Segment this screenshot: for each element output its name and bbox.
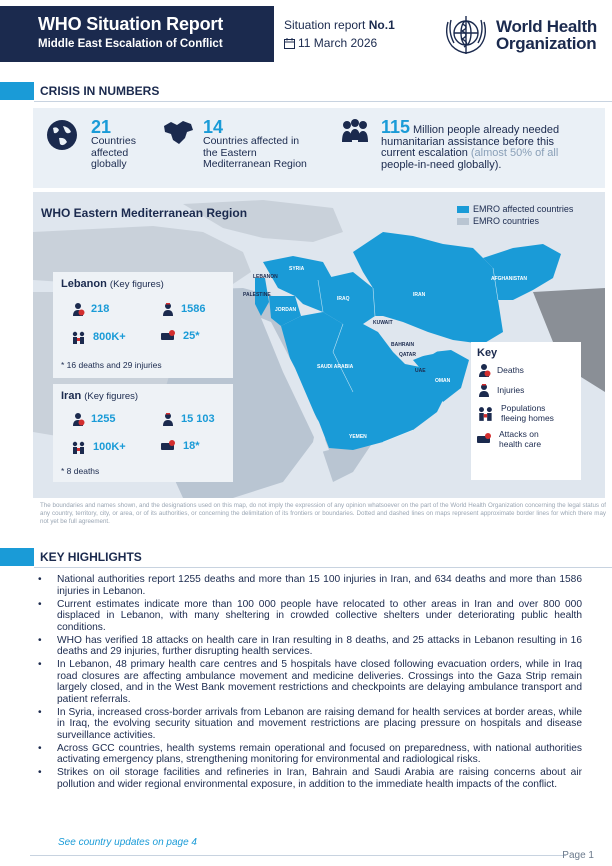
lebanon-note: * 16 deaths and 29 injuries (61, 360, 162, 370)
displaced-icon (71, 440, 87, 454)
highlight-item: • National authorities report 1255 deaths and more than 15 100 injuries in Iran, and 634 deaths and more than 1586 injuries in Lebanon. (38, 574, 582, 597)
key-deaths: Deaths (497, 365, 524, 375)
iran-attacks: 18* (183, 440, 200, 452)
map-label-iraq: IRAQ (337, 296, 350, 302)
card-country: Iran (61, 390, 82, 402)
key-displaced: Populations fleeing homes (501, 403, 554, 423)
key-injuries: Injuries (497, 385, 525, 395)
lebanon-deaths: 218 (91, 303, 110, 315)
report-label: Situation report (284, 18, 366, 32)
map-label-jordan: JORDAN (275, 307, 297, 313)
report-date-text: 11 March 2026 (298, 36, 378, 50)
stat-label-line: globally (91, 158, 127, 170)
map-label-yemen: YEMEN (349, 434, 367, 440)
deaths-icon (477, 363, 491, 377)
legend-swatch-affected (457, 206, 469, 213)
section-marker (0, 548, 34, 566)
map-key (471, 342, 581, 480)
lebanon-attacks: 25* (183, 330, 200, 342)
iran-note: * 8 deaths (61, 466, 100, 476)
map-label-kuwait: KUWAIT (373, 320, 393, 326)
lebanon-displaced: 800K+ (93, 331, 126, 343)
legend-label: EMRO countries (473, 216, 540, 226)
stat-label-line: Mediterranean Region (203, 158, 307, 170)
stat-number: 21 (91, 117, 112, 137)
map-label-syria: SYRIA (289, 266, 305, 272)
injuries-icon (161, 412, 175, 426)
stat-number: 115 (381, 117, 411, 137)
stat-label-line: Countries affected in (203, 135, 300, 147)
calendar-icon (284, 38, 295, 49)
legend-swatch-emro (457, 218, 469, 225)
highlight-item: • WHO has verified 18 attacks on health care in Iran resulting in 8 deaths, and 25 attacks in Lebanon resulting in 16 deaths and 29 injuries, further disrupting health services. (38, 635, 582, 658)
map-label-bahrain: BAHRAIN (391, 342, 415, 348)
country-updates-link[interactable]: See country updates on page 4 (58, 837, 197, 848)
card-sub: (Key figures) (109, 279, 164, 290)
stat-label-line: the Eastern (203, 146, 257, 159)
footer-divider (30, 855, 566, 856)
legend-label: EMRO affected countries (473, 204, 574, 214)
iran-deaths: 1255 (91, 413, 116, 425)
report-title: WHO Situation Report (38, 14, 223, 34)
org-name-line1: World Health (496, 17, 597, 36)
map-label-palestine: PALESTINE (243, 292, 271, 298)
section-divider (34, 101, 612, 102)
map-label-lebanon: LEBANON (253, 274, 278, 280)
highlight-item: • In Syria, increased cross-border arrivals from Lebanon are raising demand for health services at border areas, while in Iraq, the evolving security situation and movement restrictions are placing pressure on hospitals and disease surveillance activities. (38, 707, 582, 742)
attacks-icon (161, 330, 177, 342)
report-date (284, 36, 377, 50)
stat-countries-global (45, 118, 136, 171)
stat-label-line: current escalation (381, 147, 468, 159)
map-label-qatar: QATAR (399, 352, 417, 358)
displaced-icon (71, 330, 87, 344)
displaced-icon (477, 405, 495, 421)
section-divider (34, 567, 612, 568)
stat-label-line: Million people already needed (412, 124, 560, 136)
attacks-icon (477, 433, 493, 445)
highlight-item: • Current estimates indicate more than 100 000 people have relocated to other areas in Iran and over 800 000 displaced in Lebanon, with many sheltering in crowded collective shelters under deteriorating public health conditions. (38, 599, 582, 634)
highlights-heading: KEY HIGHLIGHTS (40, 550, 142, 564)
map-title: WHO Eastern Mediterranean Region (41, 206, 248, 220)
stat-people-in-need (339, 118, 559, 171)
org-name-line2: Organization (496, 34, 597, 53)
map-label-uae: UAE (415, 368, 426, 374)
highlights-list (38, 574, 582, 792)
report-number-value: No.1 (368, 18, 395, 32)
highlight-item: • Across GCC countries, health systems remain operational and focused on preparedness, with national authorities activating emergency plans, strengthening monitoring for environmental and radiological risks. (38, 743, 582, 766)
section-marker (0, 82, 34, 100)
attacks-icon (161, 440, 177, 452)
stat-label-line: Countries (91, 135, 136, 147)
region-map-icon (161, 118, 195, 148)
map-label-iran: IRAN (413, 292, 426, 298)
deaths-icon (71, 412, 85, 426)
map-label-saudi: SAUDI ARABIA (317, 364, 354, 370)
stat-label-highlight: people-in-need globally). (381, 158, 502, 171)
key-title: Key (477, 347, 498, 359)
region-map-panel (33, 192, 605, 498)
map-disclaimer: The boundaries and names shown, and the designations used on this map, do not imply the expression of any opinion whatsoever on the part of the World Health Organization concerning the legal status of any country, territory, city, or area, or of its authorities, or concerning the delimitation of its frontiers or boundaries. Dotted and dashed lines on maps represent approximate border lines for which there may not yet be full agreement. (40, 502, 606, 525)
stat-label-highlight: (almost 50% of all (467, 147, 559, 159)
card-country: Lebanon (61, 278, 107, 290)
iran-displaced: 100K+ (93, 441, 126, 453)
stat-label-line: affected (91, 146, 129, 159)
who-emblem-icon (440, 12, 492, 58)
highlight-item: • In Lebanon, 48 primary health care centres and 5 hospitals have closed following evacuation orders, while in Iraq road closures are affecting ambulance movement and medicine deliveries. Crossings into the Gaza Strip remain largely closed, and in the West Bank movement restrictions and checkpoints are delaying ambulance transport and patient referrals. (38, 659, 582, 705)
report-title-box (0, 6, 274, 62)
page-number: Page 1 (562, 850, 594, 861)
map-affected-iran (353, 232, 503, 344)
crisis-heading: CRISIS IN NUMBERS (40, 84, 160, 98)
map-label-afghanistan: AFGHANISTAN (491, 276, 528, 282)
card-sub: (Key figures) (84, 391, 139, 402)
lebanon-key-figures (53, 272, 233, 378)
stat-number: 14 (203, 117, 224, 137)
deaths-icon (71, 302, 85, 316)
crisis-numbers-panel (33, 108, 605, 188)
stat-label-line: humanitarian assistance before this (381, 135, 555, 148)
who-logo (440, 12, 597, 58)
map-legend (457, 204, 573, 228)
map-label-oman: OMAN (435, 378, 451, 384)
report-number (284, 18, 395, 32)
people-group-icon (339, 118, 371, 144)
injuries-icon (161, 302, 175, 316)
highlight-item: • Strikes on oil storage facilities and refineries in Iran, Bahrain and Saudi Arabia are raising concerns about air pollution and wider regional environmental exposure, in addition to the immediate health impacts of the conflict. (38, 767, 582, 790)
stat-countries-emr (161, 118, 307, 171)
injuries-icon (477, 383, 491, 397)
iran-key-figures (53, 384, 233, 482)
lebanon-injuries: 1586 (181, 303, 206, 315)
iran-injuries: 15 103 (181, 413, 215, 425)
report-subtitle: Middle East Escalation of Conflict (38, 38, 223, 50)
globe-icon (45, 118, 79, 152)
key-attacks: Attacks on health care (499, 429, 542, 449)
